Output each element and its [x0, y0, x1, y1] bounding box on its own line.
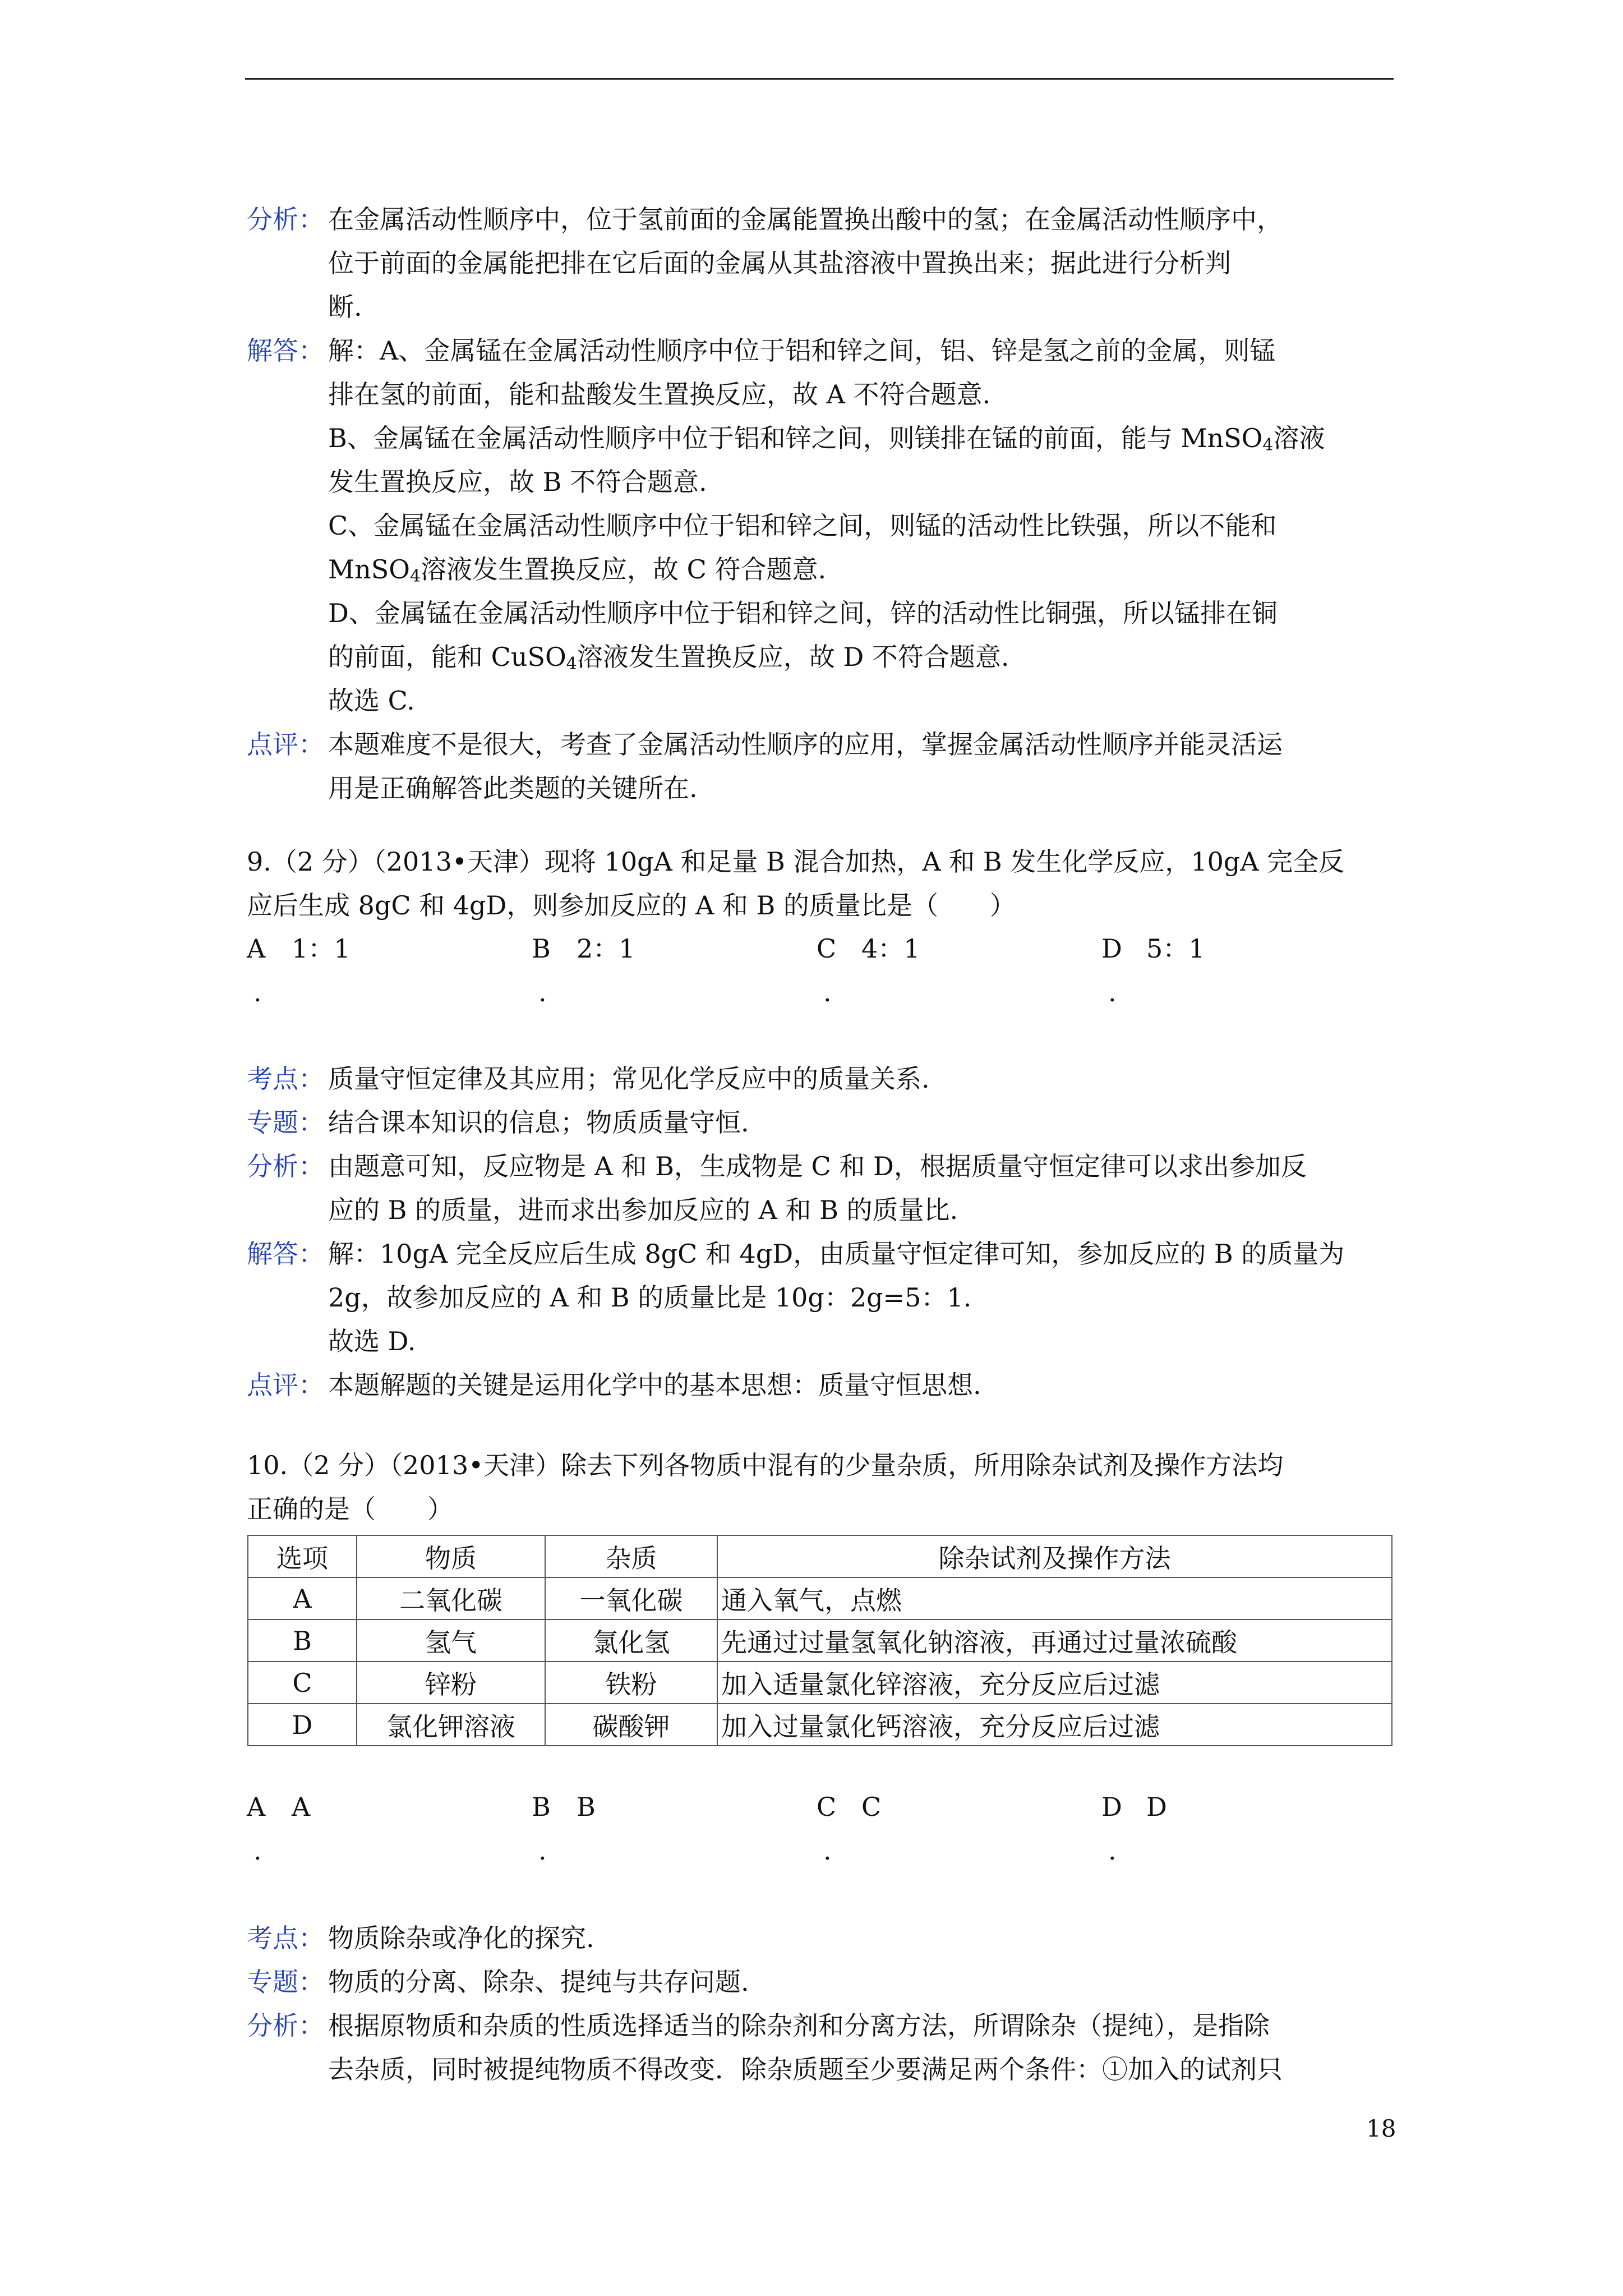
table-cell: 氯化钾溶液 [357, 1704, 545, 1746]
zhuanti-text: 结合课本知识的信息；物质质量守恒. [328, 1107, 749, 1138]
q9-solution [247, 1057, 1402, 1407]
q9-option-d[interactable] [1101, 927, 1371, 1016]
q8-analysis-line-1 [247, 197, 1402, 241]
analysis-text: 由题意可知，反应物是 A 和 B，生成物是 C 和 D，根据质量守恒定律可以求出参加反 [328, 1151, 1307, 1181]
option-dot: . [1108, 977, 1117, 1007]
option-text: 4：1 [861, 933, 920, 964]
q8-answer-line-5 [247, 504, 1402, 547]
answer-text: 解：10gA 完全反应后生成 8gC 和 4gD，由质量守恒定律可知，参加反应的 B 的质量为 [328, 1239, 1345, 1269]
table-row [248, 1704, 1392, 1746]
option-letter: C [817, 1792, 837, 1822]
table-cell: 一氧化碳 [545, 1577, 717, 1619]
comment-text: 本题解题的关键是运用化学中的基本思想：质量守恒思想. [328, 1370, 981, 1400]
header-rule [245, 78, 1394, 80]
answer-text: D、金属锰在金属活动性顺序中位于铝和锌之间，锌的活动性比铜强，所以锰排在铜 [328, 598, 1278, 628]
option-text: A [292, 1792, 311, 1822]
analysis-label: 分析： [247, 204, 324, 234]
table-cell: D [248, 1704, 357, 1746]
table-cell: 锌粉 [357, 1662, 545, 1704]
kaodian-text: 物质除杂或净化的探究. [328, 1923, 594, 1953]
option-dot: . [253, 977, 262, 1007]
q10-option-b[interactable] [532, 1785, 801, 1875]
zhuanti-text: 物质的分离、除杂、提纯与共存问题. [328, 1967, 749, 1997]
kaodian-label: 考点： [247, 1064, 324, 1094]
option-dot: . [1108, 1835, 1117, 1866]
table-row [248, 1662, 1392, 1704]
analysis-label: 分析： [247, 2010, 324, 2041]
analysis-text: 根据原物质和杂质的性质选择适当的除杂剂和分离方法，所谓除杂（提纯），是指除 [328, 2010, 1270, 2041]
table-cell: 氢气 [357, 1619, 545, 1662]
option-text: C [861, 1792, 882, 1822]
option-dot: . [253, 1835, 262, 1866]
q10-stem-line: 正确的是（ ） [247, 1494, 453, 1524]
q8-answer-line-9 [247, 679, 1402, 723]
table-cell: 加入适量氯化锌溶液，充分反应后过滤 [717, 1662, 1392, 1704]
q9-option-b[interactable] [532, 927, 801, 1016]
q10-solution [247, 1916, 1402, 2091]
q9-stem-line: 9.（2 分）（2013•天津）现将 10gA 和足量 B 混合加热，A 和 B 发生化学反应，10gA 完全反 [247, 846, 1345, 877]
q8-solution [247, 197, 1402, 810]
impurity-table [247, 1535, 1393, 1746]
table-cell: A [248, 1577, 357, 1619]
option-letter: A [247, 933, 266, 964]
option-text: 2：1 [577, 933, 635, 964]
table-cell: 先通过过量氢氧化钠溶液，再通过过量浓硫酸 [717, 1619, 1392, 1662]
q10-option-c[interactable] [817, 1785, 1086, 1875]
page-number: 18 [1366, 2115, 1396, 2142]
table-header-cell: 除杂试剂及操作方法 [717, 1535, 1392, 1577]
q10-option-a[interactable] [247, 1785, 516, 1875]
q9-option-c[interactable] [817, 927, 1086, 1016]
answer-text: 2g，故参加反应的 A 和 B 的质量比是 10g：2g=5：1. [328, 1282, 972, 1313]
q8-comment-line-1 [247, 723, 1402, 766]
option-letter: A [247, 1792, 266, 1822]
analysis-text: 应的 B 的质量，进而求出参加反应的 A 和 B 的质量比. [328, 1195, 958, 1225]
option-text: 1：1 [292, 933, 351, 964]
analysis-text: 位于前面的金属能把排在它后面的金属从其盐溶液中置换出来；据此进行分析判 [328, 248, 1231, 278]
option-dot: . [538, 1835, 547, 1866]
table-header-cell: 物质 [357, 1535, 545, 1577]
answer-label: 解答： [247, 1239, 324, 1269]
q8-answer-line-7 [247, 591, 1402, 635]
answer-text: 的前面，能和 CuSO$_4$溶液发生置换反应，故 D 不符合题意. [328, 642, 1009, 674]
analysis-text: 在金属活动性顺序中，位于氢前面的金属能置换出酸中的氢；在金属活动性顺序中， [328, 204, 1283, 234]
q10-option-d[interactable] [1101, 1785, 1371, 1875]
q9-stem-line: 应后生成 8gC 和 4gD，则参加反应的 A 和 B 的质量比是（ ） [247, 890, 1016, 921]
answer-text: 发生置换反应，故 B 不符合题意. [328, 467, 707, 497]
zhuanti-label: 专题： [247, 1967, 324, 1997]
zhuanti-label: 专题： [247, 1107, 324, 1138]
option-text: D [1146, 1792, 1167, 1822]
q8-answer-line-2 [247, 372, 1402, 416]
answer-text: C、金属锰在金属活动性顺序中位于铝和锌之间，则锰的活动性比铁强，所以不能和 [328, 510, 1277, 541]
analysis-text: 去杂质，同时被提纯物质不得改变．除杂质题至少要满足两个条件：①加入的试剂只 [328, 2054, 1283, 2085]
q8-answer-line-6 [247, 547, 1402, 591]
table-header-row [248, 1535, 1392, 1577]
q8-answer-line-1 [247, 329, 1402, 372]
table-header-cell: 选项 [248, 1535, 357, 1577]
option-dot: . [823, 977, 832, 1007]
q8-answer-line-4 [247, 460, 1402, 504]
comment-text: 本题难度不是很大，考查了金属活动性顺序的应用，掌握金属活动性顺序并能灵活运 [328, 729, 1283, 760]
comment-label: 点评： [247, 1370, 324, 1400]
q8-analysis-line-3 [247, 285, 1402, 329]
table-cell: 铁粉 [545, 1662, 717, 1704]
option-letter: B [532, 1792, 551, 1822]
q10-stem-line: 10.（2 分）（2013•天津）除去下列各物质中混有的少量杂质，所用除杂试剂及操作方法均 [247, 1450, 1284, 1480]
table-cell: B [248, 1619, 357, 1662]
option-text: 5：1 [1146, 933, 1205, 964]
option-letter: B [532, 933, 551, 964]
option-letter: C [817, 933, 837, 964]
q9-stem [247, 840, 1402, 927]
kaodian-label: 考点： [247, 1923, 324, 1953]
option-dot: . [823, 1835, 832, 1866]
answer-label: 解答： [247, 335, 324, 366]
q8-answer-line-8 [247, 635, 1402, 679]
option-letter: D [1101, 933, 1122, 964]
q9-options [247, 927, 1402, 1016]
table-cell: 碳酸钾 [545, 1704, 717, 1746]
table-cell: 二氧化碳 [357, 1577, 545, 1619]
kaodian-text: 质量守恒定律及其应用；常见化学反应中的质量关系. [328, 1064, 930, 1094]
answer-text: 排在氢的前面，能和盐酸发生置换反应，故 A 不符合题意. [328, 379, 991, 409]
table-cell: 氯化氢 [545, 1619, 717, 1662]
table-cell: C [248, 1662, 357, 1704]
answer-text: 故选 D. [328, 1326, 416, 1356]
analysis-text: 断. [328, 292, 362, 322]
table-cell: 通入氧气，点燃 [717, 1577, 1392, 1619]
q8-comment-line-2 [247, 766, 1402, 810]
table-header-cell: 杂质 [545, 1535, 717, 1577]
option-text: B [577, 1792, 596, 1822]
q10-options [247, 1785, 1402, 1875]
option-dot: . [538, 977, 547, 1007]
q8-answer-line-3 [247, 416, 1402, 460]
q10-stem [247, 1443, 1402, 1532]
table-cell: 加入过量氯化钙溶液，充分反应后过滤 [717, 1704, 1392, 1746]
answer-text: 解：A、金属锰在金属活动性顺序中位于铝和锌之间，铝、锌是氢之前的金属，则锰 [328, 335, 1276, 366]
option-letter: D [1101, 1792, 1122, 1822]
answer-text: 故选 C. [328, 685, 415, 716]
comment-label: 点评： [247, 729, 324, 760]
q8-analysis-line-2 [247, 241, 1402, 285]
analysis-label: 分析： [247, 1151, 324, 1181]
comment-text: 用是正确解答此类题的关键所在. [328, 773, 698, 803]
table-row [248, 1577, 1392, 1619]
answer-text: B、金属锰在金属活动性顺序中位于铝和锌之间，则镁排在锰的前面，能与 MnSO$_4$溶液 [328, 423, 1325, 455]
q9-option-a[interactable] [247, 927, 516, 1016]
table-row [248, 1619, 1392, 1662]
answer-text: MnSO$_4$溶液发生置换反应，故 C 符合题意. [328, 554, 827, 586]
